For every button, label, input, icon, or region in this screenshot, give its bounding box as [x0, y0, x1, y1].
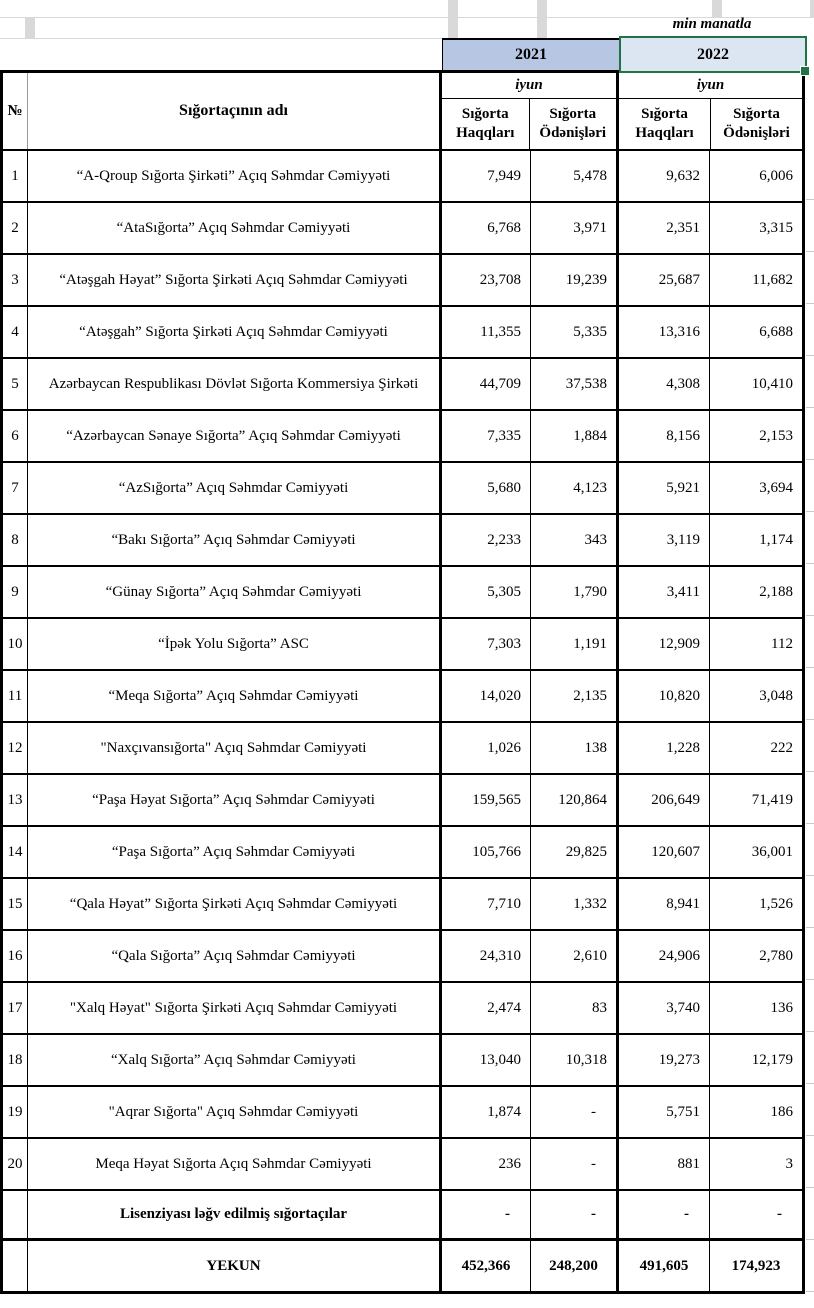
value-cell-2022-premiums[interactable]: 4,308 — [619, 359, 710, 409]
row-number-cell[interactable]: 4 — [3, 307, 28, 357]
total-row[interactable] — [3, 1241, 802, 1291]
table-row[interactable] — [3, 359, 802, 411]
row-number-cell[interactable] — [3, 1241, 28, 1291]
value-cell-2022-payouts[interactable]: 3,315 — [759, 219, 793, 236]
value-cell-2022-premiums[interactable]: 8,941 — [619, 879, 710, 929]
col-header-payouts-2021[interactable]: Sığorta Ödənişləri — [539, 105, 607, 141]
value-cell-2021-payouts[interactable]: 2,135 — [531, 671, 619, 721]
value-cell-2021-payouts[interactable]: - — [531, 1139, 619, 1189]
row-number-cell[interactable]: 1 — [3, 151, 28, 201]
total-label-cell[interactable]: YEKUN — [28, 1241, 442, 1291]
period-header-2021[interactable]: iyun — [442, 73, 616, 99]
value-cell-2021-premiums[interactable]: 14,020 — [442, 671, 531, 721]
value-cell-2021-premiums[interactable]: 1,874 — [442, 1087, 531, 1137]
value-cell-2021-premiums[interactable]: 105,766 — [442, 827, 531, 877]
value-cell-2021-premiums[interactable]: 7,335 — [442, 411, 531, 461]
company-name-cell[interactable]: “Qala Sığorta” Açıq Səhmdar Cəmiyyəti — [28, 931, 442, 981]
value-cell-2021-premiums[interactable]: 5,305 — [442, 567, 531, 617]
value-cell-2022-premiums[interactable]: 25,687 — [619, 255, 710, 305]
value-cell-2022-premiums[interactable]: 3,740 — [619, 983, 710, 1033]
row-number-cell[interactable]: 12 — [3, 723, 28, 773]
company-name-cell[interactable]: “Günay Sığorta” Açıq Səhmdar Cəmiyyəti — [28, 567, 442, 617]
table-row[interactable] — [3, 775, 802, 827]
table-row[interactable] — [3, 203, 802, 255]
company-name-cell[interactable]: “Xalq Sığorta” Açıq Səhmdar Cəmiyyəti — [28, 1035, 442, 1085]
company-name-cell[interactable]: “AtaSığorta” Açıq Səhmdar Cəmiyyəti — [28, 203, 442, 253]
value-cell-2022-premiums[interactable]: 1,228 — [619, 723, 710, 773]
value-cell-2021-payouts[interactable]: 2,610 — [531, 931, 619, 981]
value-cell-2021-premiums[interactable]: 11,355 — [442, 307, 531, 357]
value-cell-2021-premiums[interactable]: 23,708 — [442, 255, 531, 305]
company-name-cell[interactable]: “Paşa Həyat Sığorta” Açıq Səhmdar Cəmiyyəti — [28, 775, 442, 825]
value-cell-2022-payouts[interactable]: 1,526 — [759, 895, 793, 912]
value-cell-2021-payouts[interactable]: 120,864 — [531, 775, 619, 825]
table-row[interactable] — [3, 411, 802, 463]
value-cell-2022-premiums[interactable]: 5,751 — [619, 1087, 710, 1137]
company-name-cell[interactable]: “AzSığorta” Açıq Səhmdar Cəmiyyəti — [28, 463, 442, 513]
value-cell-2021-payouts[interactable]: 138 — [531, 723, 619, 773]
value-cell-2022-payouts[interactable]: 2,780 — [759, 947, 793, 964]
row-number-cell[interactable]: 17 — [3, 983, 28, 1033]
value-cell-2022-payouts[interactable]: 3,694 — [759, 479, 793, 496]
value-cell-2022-payouts[interactable]: 11,682 — [752, 271, 793, 288]
value-cell-2021-payouts[interactable]: - — [531, 1087, 619, 1137]
row-number-cell[interactable]: 9 — [3, 567, 28, 617]
total-2021-premiums[interactable]: 452,366 — [442, 1241, 531, 1291]
value-cell-2022-payouts[interactable]: 6,688 — [759, 323, 793, 340]
value-cell-2021-premiums[interactable]: 24,310 — [442, 931, 531, 981]
row-number-cell[interactable]: 7 — [3, 463, 28, 513]
value-cell-2022-payouts[interactable]: - — [777, 1206, 782, 1222]
value-cell-2021-payouts[interactable]: 1,332 — [531, 879, 619, 929]
company-name-cell[interactable]: "Aqrar Sığorta" Açıq Səhmdar Cəmiyyəti — [28, 1087, 442, 1137]
value-cell-2022-premiums[interactable]: 3,411 — [619, 567, 710, 617]
gridline — [0, 38, 442, 39]
value-cell-2022-premiums[interactable]: 3,119 — [619, 515, 710, 565]
company-name-cell[interactable]: “Atəşgah Həyat” Sığorta Şirkəti Açıq Səhmdar Cəmiyyəti — [28, 255, 442, 305]
table-row[interactable] — [3, 879, 802, 931]
company-name-cell[interactable]: Lisenziyası ləğv edilmiş sığortaçılar — [28, 1191, 442, 1238]
value-cell-2022-premiums[interactable]: 206,649 — [619, 775, 710, 825]
row-number-cell[interactable]: 3 — [3, 255, 28, 305]
row-number-cell[interactable]: 14 — [3, 827, 28, 877]
company-name-cell[interactable]: “Paşa Sığorta” Açıq Səhmdar Cəmiyyəti — [28, 827, 442, 877]
total-2022-payouts[interactable]: 174,923 — [731, 1257, 781, 1274]
value-cell-2021-payouts[interactable]: 19,239 — [531, 255, 619, 305]
row-number-cell[interactable]: 19 — [3, 1087, 28, 1137]
value-cell-2022-payouts[interactable]: 1,174 — [759, 531, 793, 548]
period-header-2022[interactable]: iyun — [619, 73, 802, 99]
table-row[interactable] — [3, 931, 802, 983]
value-cell-2022-premiums[interactable]: 120,607 — [619, 827, 710, 877]
value-cell-2021-premiums[interactable]: 1,026 — [442, 723, 531, 773]
row-number-cell[interactable]: 8 — [3, 515, 28, 565]
value-cell-2022-premiums[interactable]: 9,632 — [619, 151, 710, 201]
company-name-cell[interactable]: “Meqa Sığorta” Açıq Səhmdar Cəmiyyəti — [28, 671, 442, 721]
total-2022-premiums[interactable]: 491,605 — [619, 1241, 710, 1291]
row-number-cell[interactable]: 20 — [3, 1139, 28, 1189]
value-cell-2021-premiums[interactable]: 13,040 — [442, 1035, 531, 1085]
value-cell-2022-premiums[interactable]: 10,820 — [619, 671, 710, 721]
selection-fill-handle[interactable] — [800, 66, 810, 76]
value-cell-2022-premiums[interactable]: 881 — [619, 1139, 710, 1189]
value-cell-2022-payouts[interactable]: 12,179 — [751, 1051, 793, 1068]
table-row[interactable] — [3, 463, 802, 515]
company-name-cell[interactable]: “İpək Yolu Sığorta” ASC — [28, 619, 442, 669]
row-number-cell[interactable]: 13 — [3, 775, 28, 825]
value-cell-2021-premiums[interactable]: 2,474 — [442, 983, 531, 1033]
value-cell-2022-premiums[interactable]: 13,316 — [619, 307, 710, 357]
value-cell-2022-premiums[interactable]: 12,909 — [619, 619, 710, 669]
value-cell-2021-premiums[interactable]: 7,303 — [442, 619, 531, 669]
row-number-cell[interactable]: 16 — [3, 931, 28, 981]
row-number-cell[interactable]: 6 — [3, 411, 28, 461]
col-header-premiums-2022[interactable]: Sığorta Haqqları — [619, 99, 711, 149]
gridline-stubs — [806, 148, 814, 1294]
value-cell-2021-payouts[interactable]: 1,191 — [531, 619, 619, 669]
company-name-cell[interactable]: "Xalq Həyat" Sığorta Şirkəti Açıq Səhmdar Cəmiyyəti — [28, 983, 442, 1033]
row-number-cell[interactable]: 18 — [3, 1035, 28, 1085]
row-number-cell[interactable] — [3, 1191, 28, 1238]
value-cell-2021-payouts[interactable]: - — [531, 1191, 619, 1238]
value-cell-2021-premiums[interactable]: 5,680 — [442, 463, 531, 513]
table-row[interactable] — [3, 255, 802, 307]
value-cell-2021-premiums[interactable]: 236 — [442, 1139, 531, 1189]
table-row[interactable] — [3, 983, 802, 1035]
gridline — [537, 0, 547, 38]
value-cell-2022-premiums[interactable]: 8,156 — [619, 411, 710, 461]
year-2022-label: 2022 — [697, 45, 729, 63]
value-cell-2021-premiums[interactable]: - — [442, 1191, 531, 1238]
row-number-cell[interactable]: 5 — [3, 359, 28, 409]
value-cell-2021-payouts[interactable]: 1,884 — [531, 411, 619, 461]
value-cell-2021-payouts[interactable]: 4,123 — [531, 463, 619, 513]
table-row[interactable] — [3, 515, 802, 567]
company-name-cell[interactable]: “A-Qroup Sığorta Şirkəti” Açıq Səhmdar Cəmiyyəti — [28, 151, 442, 201]
table-row[interactable] — [3, 723, 802, 775]
table-row[interactable] — [3, 307, 802, 359]
year-2022-cell-selected[interactable] — [619, 36, 807, 73]
year-group-2021 — [442, 73, 619, 149]
row-number-cell[interactable]: 15 — [3, 879, 28, 929]
value-cell-2021-payouts[interactable]: 10,318 — [531, 1035, 619, 1085]
value-cell-2022-payouts[interactable]: 36,001 — [751, 843, 793, 860]
company-name-cell[interactable]: “Atəşgah” Sığorta Şirkəti Açıq Səhmdar Cəmiyyəti — [28, 307, 442, 357]
value-cell-2022-payouts[interactable]: 2,153 — [759, 427, 793, 444]
value-cell-2022-payouts[interactable]: 71,419 — [751, 791, 793, 808]
value-cell-2022-premiums[interactable]: 19,273 — [619, 1035, 710, 1085]
value-cell-2021-payouts[interactable]: 343 — [531, 515, 619, 565]
value-cell-2021-payouts[interactable]: 5,478 — [531, 151, 619, 201]
table-row[interactable] — [3, 151, 802, 203]
table-row[interactable] — [3, 1035, 802, 1087]
cancelled-insurers-row[interactable] — [3, 1191, 802, 1241]
value-cell-2021-premiums[interactable]: 2,233 — [442, 515, 531, 565]
value-cell-2022-payouts[interactable]: 10,410 — [751, 375, 793, 392]
company-name-cell[interactable]: “Qala Həyat” Sığorta Şirkəti Açıq Səhmdar Cəmiyyəti — [28, 879, 442, 929]
col-header-name[interactable]: Sığortaçının adı — [28, 73, 442, 149]
col-header-no[interactable]: № — [3, 73, 28, 149]
value-cell-2021-payouts[interactable]: 83 — [531, 983, 619, 1033]
value-cell-2022-premiums[interactable]: 2,351 — [619, 203, 710, 253]
gridline — [448, 0, 458, 38]
table-row[interactable] — [3, 567, 802, 619]
table-row[interactable] — [3, 827, 802, 879]
company-name-cell[interactable]: “Bakı Sığorta” Açıq Səhmdar Cəmiyyəti — [28, 515, 442, 565]
company-name-cell[interactable]: Azərbaycan Respublikası Dövlət Sığorta Kommersiya Şirkəti — [28, 359, 442, 409]
row-number-cell[interactable]: 2 — [3, 203, 28, 253]
value-cell-2022-payouts[interactable]: 6,006 — [759, 167, 793, 184]
value-cell-2021-premiums[interactable]: 7,710 — [442, 879, 531, 929]
value-cell-2021-payouts[interactable]: 29,825 — [531, 827, 619, 877]
value-cell-2021-payouts[interactable]: 3,971 — [531, 203, 619, 253]
value-cell-2021-premiums[interactable]: 7,949 — [442, 151, 531, 201]
table-row[interactable] — [3, 671, 802, 723]
insurance-table — [0, 70, 805, 1294]
table-body — [3, 151, 802, 1191]
value-cell-2021-payouts[interactable]: 37,538 — [531, 359, 619, 409]
value-cell-2022-payouts[interactable]: 2,188 — [759, 583, 793, 600]
year-group-2022 — [619, 73, 802, 149]
value-cell-2022-premiums[interactable]: - — [619, 1191, 710, 1238]
value-cell-2022-premiums[interactable]: 24,906 — [619, 931, 710, 981]
table-header — [3, 73, 802, 151]
value-cell-2022-payouts[interactable]: 3,048 — [759, 687, 793, 704]
value-cell-2021-premiums[interactable]: 6,768 — [442, 203, 531, 253]
value-cell-2022-premiums[interactable]: 5,921 — [619, 463, 710, 513]
value-cell-2021-premiums[interactable]: 159,565 — [442, 775, 531, 825]
row-number-cell[interactable]: 11 — [3, 671, 28, 721]
col-header-premiums-2021[interactable]: Sığorta Haqqları — [442, 99, 530, 149]
table-row[interactable] — [3, 1139, 802, 1191]
company-name-cell[interactable]: "Naxçıvansığorta" Açıq Səhmdar Cəmiyyəti — [28, 723, 442, 773]
row-number-cell[interactable]: 10 — [3, 619, 28, 669]
company-name-cell[interactable]: “Azərbaycan Sənaye Sığorta” Açıq Səhmdar Cəmiyyəti — [28, 411, 442, 461]
company-name-cell[interactable]: Meqa Həyat Sığorta Açıq Səhmdar Cəmiyyəti — [28, 1139, 442, 1189]
value-cell-2022-payouts[interactable]: 186 — [770, 1103, 793, 1120]
total-2021-payouts[interactable]: 248,200 — [531, 1241, 619, 1291]
col-header-payouts-2022[interactable]: Sığorta Ödənişləri — [723, 105, 790, 141]
value-cell-2022-payouts[interactable]: 136 — [770, 999, 793, 1016]
value-cell-2021-payouts[interactable]: 5,335 — [531, 307, 619, 357]
unit-label: min manatla — [672, 16, 752, 32]
gridline — [810, 0, 814, 17]
value-cell-2022-payouts[interactable]: 3 — [785, 1155, 793, 1172]
value-cell-2021-premiums[interactable]: 44,709 — [442, 359, 531, 409]
value-cell-2021-payouts[interactable]: 1,790 — [531, 567, 619, 617]
value-cell-2022-payouts[interactable]: 112 — [771, 635, 793, 652]
table-row[interactable] — [3, 619, 802, 671]
year-2021-cell[interactable]: 2021 — [442, 38, 619, 70]
gridline — [25, 17, 35, 38]
value-cell-2022-payouts[interactable]: 222 — [770, 739, 793, 756]
table-row[interactable] — [3, 1087, 802, 1139]
